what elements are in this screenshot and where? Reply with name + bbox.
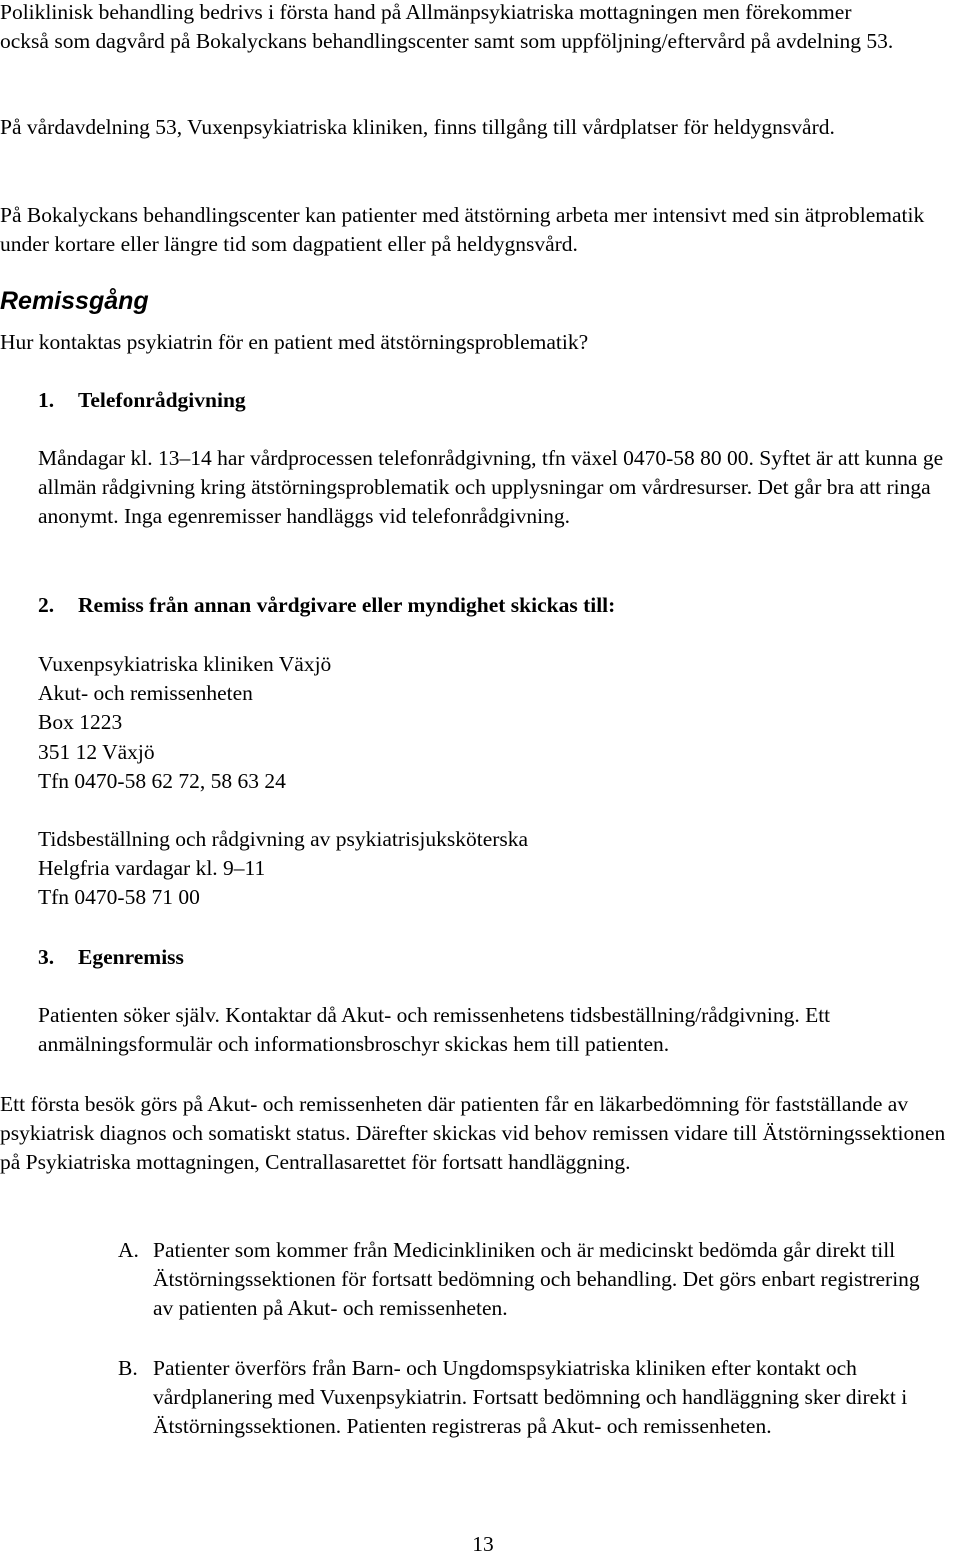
page-number: 13 (472, 1532, 494, 1556)
address-line: Akut- och remissenheten (38, 681, 253, 706)
item-number: 1. (38, 388, 55, 412)
item-3-text: Patienten söker själv. Kontaktar då Akut- och remissenhetens tidsbeställning/rådgivning. Ett anmälningsformulär och informationsbroschyr skickas hem till patienten. (38, 1003, 831, 1057)
item-title: Egenremiss (78, 945, 184, 969)
booking-line: Helgfria vardagar kl. 9–11 (38, 856, 266, 881)
case-text: Patienter överförs från Barn- och Ungdomspsykiatriska kliniken efter kontakt och vårdplanering med Vuxenpsykiatrin. Fortsatt bedömning och handläggning sker direkt i Ätstörningssektionen. Patienten registreras på Akut- och remissenheten. (153, 1356, 908, 1439)
case-b (118, 1354, 958, 1442)
intro-paragraph-3: På Bokalyckans behandlingscenter kan patienter med ätstörning arbeta mer intensivt med sin ätproblematik under kortare eller längre tid som dagpatient eller på heldygnsvård. (0, 203, 925, 257)
intro-paragraph-2: På vårdavdelning 53, Vuxenpsykiatriska kliniken, finns tillgång till vårdplatser för heldygnsvård. (0, 115, 835, 139)
address-line: Vuxenpsykiatriska kliniken Växjö (38, 652, 332, 676)
booking-block (38, 825, 528, 913)
case-label: A. (118, 1238, 139, 1262)
item-title: Telefonrådgivning (78, 388, 246, 412)
address-line: Tfn 0470-58 62 72, 58 63 24 (38, 768, 286, 793)
item-number: 2. (38, 593, 55, 617)
address-line: 351 12 Växjö (38, 739, 155, 764)
intro-paragraph-1: Poliklinisk behandling bedrivs i första hand på Allmänpsykiatriska mottagningen men förekommer också som dagvård på Bokalyckans behandlingscenter samt som uppföljning/eftervård på avdelning 53. (0, 0, 894, 54)
case-label: B. (118, 1356, 138, 1380)
booking-line: Tfn 0470-58 71 00 (38, 885, 200, 910)
case-text: Patienter som kommer från Medicinkliniken och är medicinskt bedömda går direkt till Ätstörningssektionen för fortsatt bedömning och behandling. Det görs enbart registrering av patienten på Akut- och remissenheten. (153, 1238, 920, 1321)
followup-paragraph: Ett första besök görs på Akut- och remissenheten där patienten får en läkarbedömning för fastställande av psykiatrisk diagnos och somatiskt status. Därefter skickas vid behov remissen vidare till Ätstörningssektionen på Psykiatriska mottagningen, Centrallasarettet för fortsatt handläggning. (0, 1092, 946, 1175)
item-1-text: Måndagar kl. 13–14 har vårdprocessen telefonrådgivning, tfn växel 0470-58 80 00. Syftet är att kunna ge allmän rådgivning kring ätstörningsproblematik och upplysningar om vårdresurser. Det går bra att ringa anonymt. Inga egenremisser handläggs vid telefonrådgivning. (38, 446, 944, 529)
address-line: Box 1223 (38, 710, 123, 735)
address-block (38, 650, 331, 796)
booking-line: Tidsbeställning och rådgivning av psykiatrisjuksköterska (38, 827, 529, 851)
item-number: 3. (38, 945, 55, 969)
section-question: Hur kontaktas psykiatrin för en patient med ätstörningsproblematik? (0, 330, 589, 354)
section-heading: Remissgång (0, 287, 149, 315)
case-a (118, 1236, 938, 1324)
item-title: Remiss från annan vårdgivare eller myndighet skickas till: (78, 593, 616, 617)
